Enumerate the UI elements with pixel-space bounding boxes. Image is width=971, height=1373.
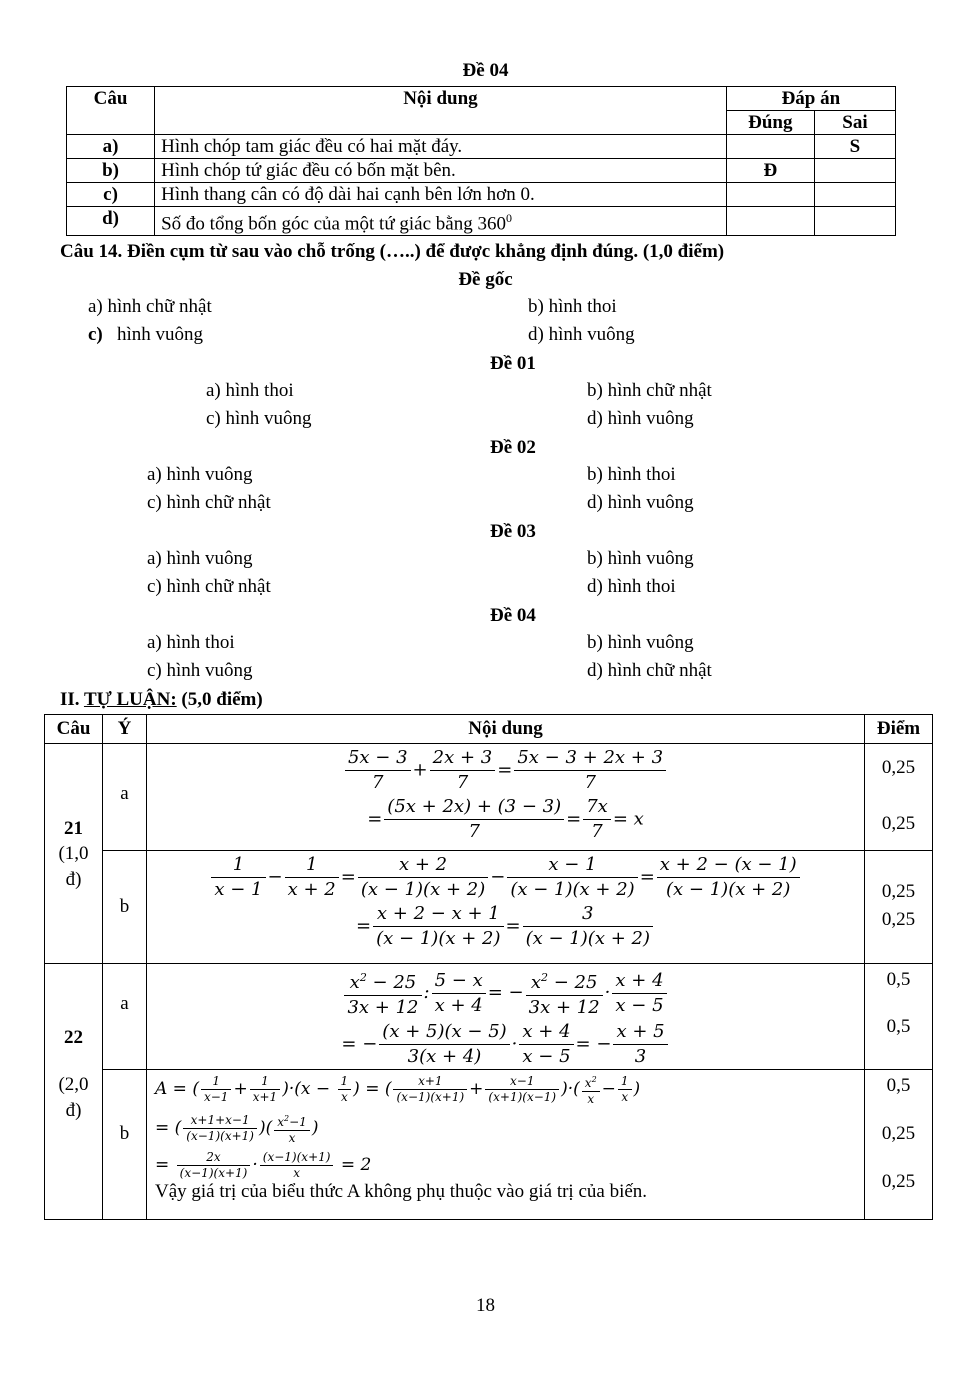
option-item: b) hình thoi: [528, 296, 617, 317]
option-item: b) hình thoi: [587, 464, 676, 485]
row-dung: Đ: [726, 159, 814, 183]
q22-a-scores: [865, 964, 933, 1070]
table-row: [67, 159, 896, 183]
table-row: [67, 207, 896, 236]
option-item: d) hình vuông: [587, 408, 694, 429]
q22-a-content: $\frac{x^2 - 25}{3x + 12}$ : $\frac{5 - x}{x + 4}$ = − $\frac{x^2 - 25}{3x + 12}$ · $\frac{x + 4}{x - 5}$ = − $\frac{(x + 5)(x - 5)}{3(x + 4)}$ · $\frac{x + 4}{x - 5}$ = − $\frac{x + 5}{3}$: [147, 964, 865, 1070]
score: 0,25: [881, 757, 916, 778]
degree-sup: 0: [505, 211, 512, 225]
score: 0,25: [881, 1171, 916, 1192]
row-dung: [726, 207, 814, 236]
q22-b-scores: [865, 1070, 933, 1220]
q21-cell: [45, 744, 103, 964]
row-label: c): [67, 183, 155, 207]
table-row: [45, 964, 933, 1070]
q22-number: 22: [64, 1027, 83, 1048]
heading-underlined: TỰ LUẬN:: [83, 689, 177, 710]
option-item: a) hình thoi: [206, 380, 294, 401]
heading-suffix: (5,0 điểm): [176, 689, 263, 710]
q22-points-unit: đ): [65, 1100, 82, 1121]
col-y: Ý: [103, 715, 147, 744]
essay-table: [44, 714, 933, 1220]
option-item: b) hình vuông: [587, 632, 694, 653]
row-text: Hình thang cân có độ dài hai cạnh bên lớn hơn 0.: [155, 183, 727, 207]
option-item: a) hình vuông: [147, 464, 253, 485]
row-dung: [726, 183, 814, 207]
block-title: Đề 04: [490, 605, 536, 626]
block-title: Đề 01: [490, 353, 536, 374]
page-number: 18: [476, 1295, 495, 1316]
row-text-main: Số đo tổng bốn góc của một tứ giác bằng 360: [161, 213, 506, 235]
q22-b-content: A = ( $\frac{1}{x-1}$ + $\frac{1}{x+1}$ )·(x − $\frac{1}{x}$ ) = ( $\frac{x+1}{(x-1)(x+1)}$ + $\frac{x-1}{(x+1)(x-1)}$ )·( $\frac{x^2}{x}$ − $\frac{1}{x}$ ) = ( $\frac{x+1+x-1}{(x-1)(x+1)}$ )( $\frac{x^2-1}{x}$ ) = $\frac{2x}{(x-1)(x+1)}$ · $\frac{(x-1)(x+1)}{x}$ = 2 Vậy giá trị của biểu thức A không phụ thuộc vào giá trị của biến.: [147, 1070, 865, 1220]
row-sai: [814, 159, 895, 183]
option-letter: c): [88, 324, 103, 345]
block-title: Đề 03: [490, 521, 536, 542]
score: 0,25: [881, 813, 916, 834]
q21-a-label: a: [103, 744, 147, 851]
q22-conclusion: Vậy giá trị của biểu thức A không phụ thuộc vào giá trị của biến.: [155, 1181, 648, 1202]
block-title: Đề 02: [490, 437, 536, 458]
q21-b-content: $\frac{1}{x - 1}$ − $\frac{1}{x + 2}$ = $\frac{x + 2}{(x - 1)(x + 2)}$ − $\frac{x - 1}{(x - 1)(x + 2)}$ = $\frac{x + 2 - (x - 1)}{(x - 1)(x + 2)}$ = $\frac{x + 2 - x + 1}{(x - 1)(x + 2)}$ = $\frac{3}{(x - 1)(x + 2)}$: [147, 851, 865, 964]
table-row: [45, 1070, 933, 1220]
row-sai: [814, 183, 895, 207]
q21-a-scores: [865, 744, 933, 851]
col-cau: Câu: [45, 715, 103, 744]
col-dung: Đúng: [726, 111, 814, 135]
q21-points: (1,0: [58, 842, 89, 864]
option-item: d) hình chữ nhật: [587, 660, 712, 681]
option-item: hình vuông: [117, 324, 204, 345]
option-item: c) hình vuông: [206, 408, 312, 429]
top-table-title: Đề 04: [462, 60, 509, 81]
row-sai: S: [814, 135, 895, 159]
q21-b-label: b: [103, 851, 147, 964]
row-text: [155, 207, 727, 236]
q22-cell: [45, 964, 103, 1220]
score: 0,5: [886, 969, 911, 990]
option-item: c) hình chữ nhật: [147, 576, 271, 597]
option-item: b) hình chữ nhật: [587, 380, 712, 401]
row-label: a): [67, 135, 155, 159]
col-dap-an: Đáp án: [726, 87, 895, 111]
q21-b-scores: [865, 851, 933, 964]
row-label: d): [67, 207, 155, 236]
row-sai: [814, 207, 895, 236]
score: 0,5: [886, 1016, 911, 1037]
score: 0,25: [881, 909, 916, 930]
option-item: b) hình vuông: [587, 548, 694, 569]
row-label: b): [67, 159, 155, 183]
col-diem: Điểm: [865, 715, 933, 744]
col-cau: Câu: [67, 87, 155, 135]
option-item: d) hình thoi: [587, 576, 676, 597]
score: 0,25: [881, 881, 916, 902]
table-row: [45, 744, 933, 851]
option-item: a) hình thoi: [147, 632, 235, 653]
block-title: Đề gốc: [458, 269, 513, 290]
table-row: [67, 183, 896, 207]
q22-points: (2,0: [58, 1074, 89, 1095]
col-sai: Sai: [814, 111, 895, 135]
q21-number: 21: [64, 817, 83, 839]
q22-a-label: a: [103, 964, 147, 1070]
answer-table: [66, 86, 896, 236]
row-text: Hình chóp tứ giác đều có bốn mặt bên.: [155, 159, 727, 183]
heading-prefix: II.: [60, 689, 84, 710]
table-row: [45, 851, 933, 964]
option-item: a) hình vuông: [147, 548, 253, 569]
col-noi-dung: Nội dung: [155, 87, 727, 135]
q22-b-label: b: [103, 1070, 147, 1220]
cau14-heading: Câu 14. Điền cụm từ sau vào chỗ trống (…..) để được khẳng định đúng. (1,0 điểm): [60, 241, 725, 262]
option-item: a) hình chữ nhật: [88, 296, 212, 317]
q21-a-content: $\frac{5x - 3}{7}$ + $\frac{2x + 3}{7}$ = $\frac{5x - 3 + 2x + 3}{7}$ = $\frac{(5x + 2x) + (3 - 3)}{7}$ = $\frac{7x}{7}$ = x: [147, 744, 865, 851]
row-dung: [726, 135, 814, 159]
option-item: d) hình vuông: [528, 324, 635, 345]
option-item: c) hình chữ nhật: [147, 492, 271, 513]
option-item: c) hình vuông: [147, 660, 253, 681]
col-noi-dung: Nội dung: [147, 715, 865, 744]
section-heading: [60, 689, 263, 711]
table-row: [67, 135, 896, 159]
score: 0,5: [886, 1075, 911, 1096]
q21-points-unit: đ): [65, 868, 82, 890]
row-text: Hình chóp tam giác đều có hai mặt đáy.: [155, 135, 727, 159]
score: 0,25: [881, 1123, 916, 1144]
option-item: d) hình vuông: [587, 492, 694, 513]
